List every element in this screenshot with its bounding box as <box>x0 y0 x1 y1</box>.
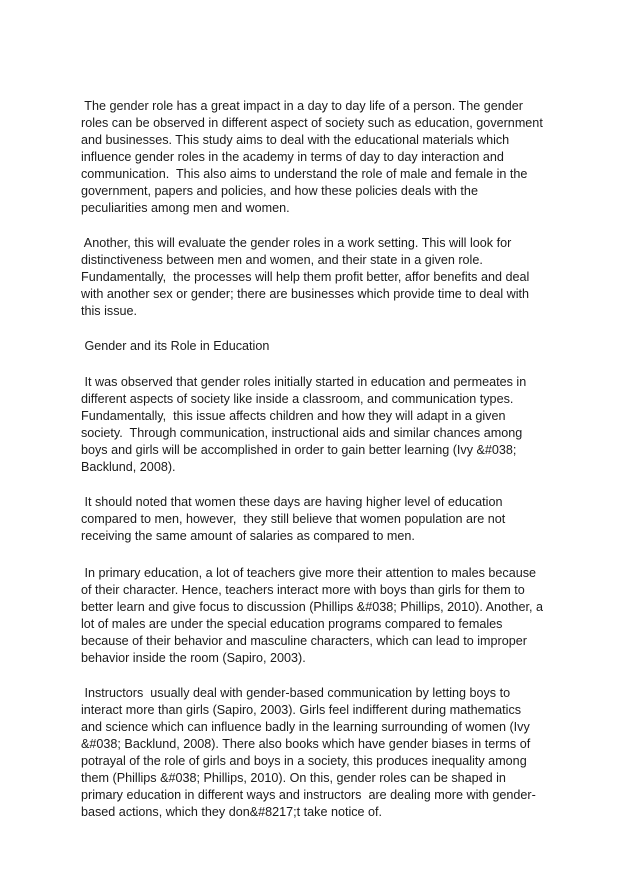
text-line: receiving the same amount of salaries as compared to men. <box>81 529 415 543</box>
text-line: based actions, which they don&#8217;t take notice of. <box>81 805 383 819</box>
text-line: lot of males are under the special education programs compared to females <box>81 617 503 631</box>
text-line: with another sex or gender; there are businesses which provide time to deal with <box>81 287 530 301</box>
text-line: In primary education, a lot of teachers give more their attention to males because <box>81 566 537 580</box>
text-line: &#038; Backlund, 2008). There also books which have gender biases in terms of <box>81 737 531 751</box>
text-line: Fundamentally, this issue affects children and how they will adapt in a given <box>81 409 506 423</box>
text-line: communication. This also aims to understand the role of male and female in the <box>81 167 528 181</box>
text-line: Instructors usually deal with gender-based communication by letting boys to <box>81 686 511 700</box>
text-line: of their character. Hence, teachers interact more with boys than girls for them to <box>81 583 525 597</box>
text-line: distinctiveness between men and women, and their state in a given role. <box>81 253 483 267</box>
text-line: peculiarities among men and women. <box>81 201 290 215</box>
text-line: It should noted that women these days are having higher level of education <box>81 495 503 509</box>
text-line: because of their behavior and masculine characters, which can lead to improper <box>81 634 527 648</box>
text-line: behavior inside the room (Sapiro, 2003). <box>81 651 306 665</box>
text-line: potrayal of the role of girls and boys in a society, this produces inequality among <box>81 754 527 768</box>
text-line: primary education in different ways and instructors are dealing more with gender- <box>81 788 536 802</box>
text-line: better learn and give focus to discussion (Phillips &#038; Phillips, 2010). Another, a <box>81 600 544 614</box>
text-line: society. Through communication, instructional aids and similar chances among <box>81 426 523 440</box>
text-line: and businesses. This study aims to deal with the educational materials which <box>81 133 510 147</box>
text-line: Another, this will evaluate the gender roles in a work setting. This will look for <box>81 236 512 250</box>
text-line: different aspects of society like inside a classroom, and communication types. <box>81 392 514 406</box>
text-line: It was observed that gender roles initially started in education and permeates in <box>81 375 527 389</box>
text-line: influence gender roles in the academy in terms of day to day interaction and <box>81 150 504 164</box>
text-line: roles can be observed in different aspect of society such as education, government <box>81 116 543 130</box>
section-heading: Gender and its Role in Education <box>81 339 270 353</box>
text-line: this issue. <box>81 304 137 318</box>
text-line: interact more than girls (Sapiro, 2003). Girls feel indifferent during mathematics <box>81 703 522 717</box>
text-line: Backlund, 2008). <box>81 460 176 474</box>
text-line: Fundamentally, the processes will help them profit better, affor benefits and deal <box>81 270 530 284</box>
text-line: them (Phillips &#038; Phillips, 2010). On this, gender roles can be shaped in <box>81 771 506 785</box>
text-line: boys and girls will be accomplished in order to gain better learning (Ivy &#038; <box>81 443 517 457</box>
text-line: and science which can influence badly in the learning surrounding of women (Ivy <box>81 720 530 734</box>
text-line: government, papers and policies, and how these policies deals with the <box>81 184 478 198</box>
text-line: compared to men, however, they still believe that women population are not <box>81 512 506 526</box>
text-line: The gender role has a great impact in a day to day life of a person. The gender <box>81 99 523 113</box>
